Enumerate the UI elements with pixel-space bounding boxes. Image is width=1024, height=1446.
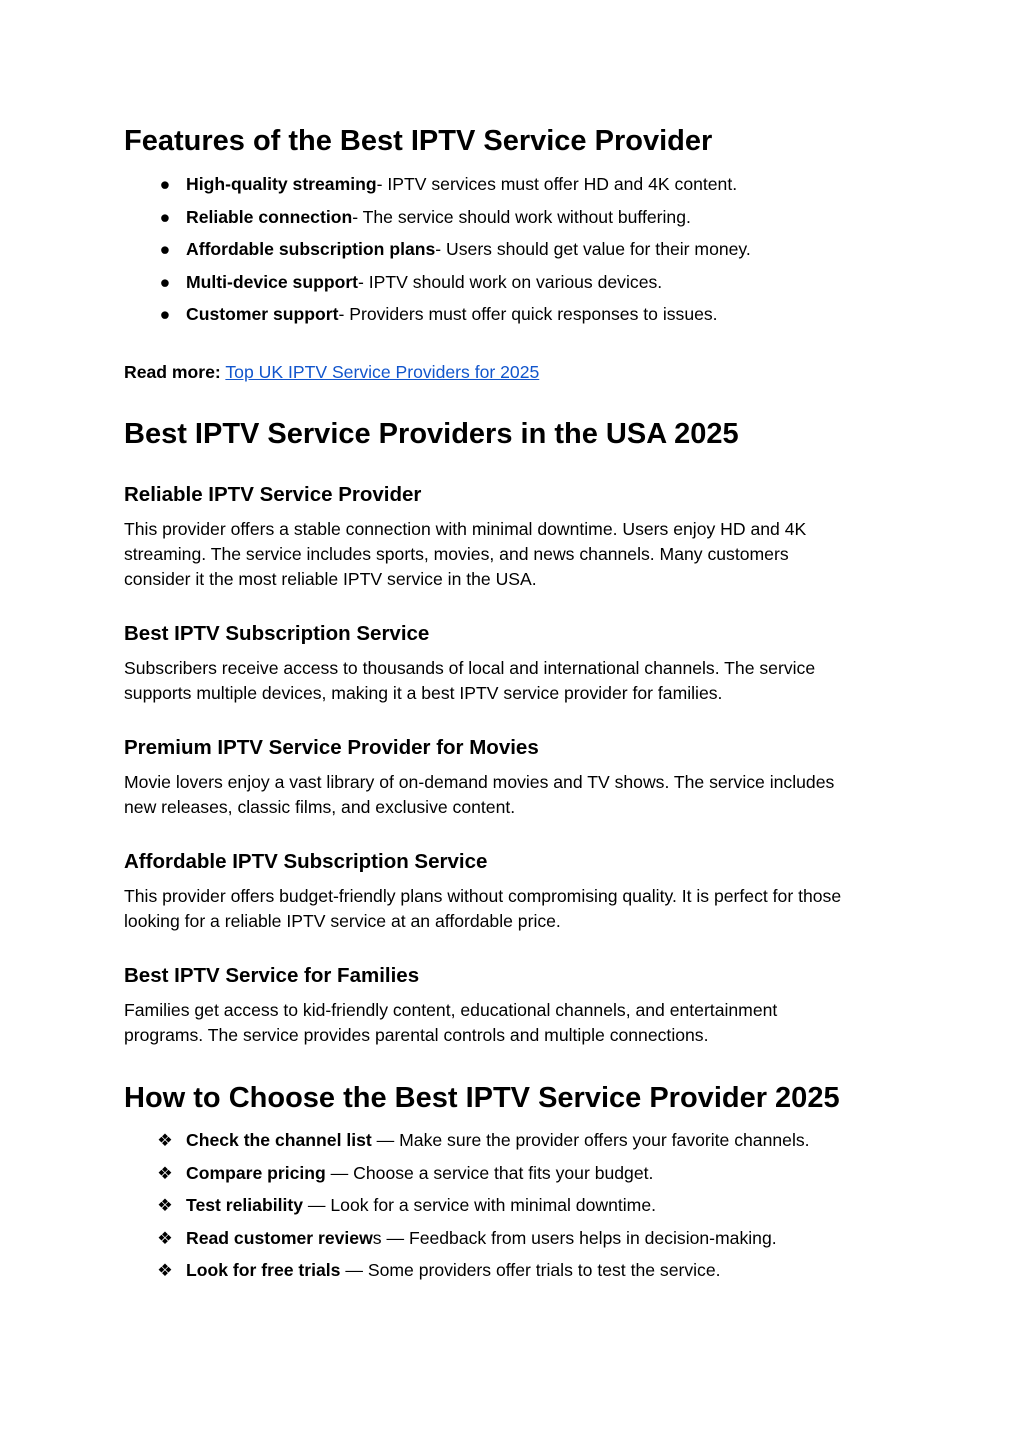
bullet-icon: ● bbox=[159, 239, 171, 260]
paragraph-line: looking for a reliable IPTV service at an affordable price. bbox=[124, 911, 561, 931]
subsection-paragraph bbox=[124, 998, 914, 1048]
paragraph-line: consider it the most reliable IPTV service in the USA. bbox=[124, 569, 537, 589]
item-bold-label: Look for free trials bbox=[186, 1260, 341, 1281]
subsection-heading: Premium IPTV Service Provider for Movies bbox=[124, 736, 539, 759]
item-text: - IPTV services must offer HD and 4K content. bbox=[376, 174, 738, 194]
list-item bbox=[124, 1162, 904, 1195]
features-heading: Features of the Best IPTV Service Provider bbox=[124, 125, 713, 157]
item-bold-label: Multi-device support bbox=[186, 271, 359, 292]
subsection-heading: Reliable IPTV Service Provider bbox=[124, 483, 422, 506]
item-bold-label: Test reliability bbox=[186, 1195, 304, 1216]
choose-list bbox=[124, 1129, 904, 1292]
list-item bbox=[124, 1194, 904, 1227]
item-text: — Some providers offer trials to test the service. bbox=[340, 1260, 721, 1281]
paragraph-line: This provider offers a stable connection with minimal downtime. Users enjoy HD and 4K bbox=[124, 519, 807, 539]
list-item bbox=[124, 238, 904, 271]
read-more-link[interactable]: Top UK IPTV Service Providers for 2025 bbox=[225, 362, 540, 382]
item-text: s — Feedback from users helps in decision-making. bbox=[372, 1227, 777, 1248]
subsection-heading: Best IPTV Service for Families bbox=[124, 964, 420, 987]
diamond-bullet-icon: ❖ bbox=[157, 1227, 173, 1248]
item-text: - Providers must offer quick responses to issues. bbox=[338, 304, 718, 325]
read-more-line bbox=[124, 361, 539, 383]
features-list bbox=[124, 173, 904, 336]
item-bold-label: Read customer review bbox=[186, 1227, 373, 1248]
item-text: — Make sure the provider offers your favorite channels. bbox=[371, 1130, 810, 1150]
usa-heading: Best IPTV Service Providers in the USA 2025 bbox=[124, 418, 739, 450]
bullet-icon: ● bbox=[159, 271, 171, 292]
item-text: — Look for a service with minimal downtime. bbox=[303, 1195, 656, 1216]
item-bold-label: Reliable connection bbox=[186, 206, 353, 227]
list-item bbox=[124, 1129, 904, 1162]
list-item bbox=[124, 173, 904, 206]
bullet-icon: ● bbox=[159, 174, 171, 194]
subsection-paragraph bbox=[124, 884, 914, 934]
list-item bbox=[124, 206, 904, 239]
subsection-paragraph bbox=[124, 517, 914, 592]
bullet-icon: ● bbox=[159, 206, 171, 227]
subsection-paragraph bbox=[124, 770, 914, 820]
paragraph-line: streaming. The service includes sports, movies, and news channels. Many customers bbox=[124, 544, 789, 564]
paragraph-line: Movie lovers enjoy a vast library of on-demand movies and TV shows. The service includes bbox=[124, 772, 835, 792]
bullet-icon: ● bbox=[159, 304, 171, 325]
diamond-bullet-icon: ❖ bbox=[157, 1162, 173, 1183]
item-bold-label: Compare pricing bbox=[186, 1162, 326, 1183]
paragraph-line: This provider offers budget-friendly plans without compromising quality. It is perfect for those bbox=[124, 886, 842, 906]
item-bold-label: High-quality streaming bbox=[186, 174, 377, 194]
subsection-paragraph bbox=[124, 656, 914, 706]
item-bold-label: Check the channel list bbox=[186, 1130, 372, 1150]
choose-heading: How to Choose the Best IPTV Service Provider 2025 bbox=[124, 1082, 840, 1114]
diamond-bullet-icon: ❖ bbox=[157, 1260, 173, 1281]
list-item bbox=[124, 1227, 904, 1260]
paragraph-line: new releases, classic films, and exclusive content. bbox=[124, 797, 516, 817]
item-bold-label: Affordable subscription plans bbox=[186, 239, 436, 260]
item-text: - Users should get value for their money. bbox=[435, 239, 751, 260]
item-text: — Choose a service that fits your budget. bbox=[325, 1162, 654, 1183]
item-text: - IPTV should work on various devices. bbox=[358, 271, 663, 292]
read-more-label: Read more: bbox=[124, 362, 221, 382]
paragraph-line: supports multiple devices, making it a best IPTV service provider for families. bbox=[124, 683, 723, 703]
item-text: - The service should work without buffering. bbox=[352, 206, 691, 227]
subsection-heading: Best IPTV Subscription Service bbox=[124, 622, 430, 645]
paragraph-line: Subscribers receive access to thousands of local and international channels. The service bbox=[124, 658, 816, 678]
list-item bbox=[124, 271, 904, 304]
list-item bbox=[124, 303, 904, 336]
subsection-heading: Affordable IPTV Subscription Service bbox=[124, 850, 488, 873]
list-item bbox=[124, 1259, 904, 1292]
paragraph-line: Families get access to kid-friendly content, educational channels, and entertainment bbox=[124, 1000, 778, 1020]
diamond-bullet-icon: ❖ bbox=[157, 1130, 173, 1150]
paragraph-line: programs. The service provides parental controls and multiple connections. bbox=[124, 1025, 709, 1045]
item-bold-label: Customer support bbox=[186, 304, 339, 325]
diamond-bullet-icon: ❖ bbox=[157, 1195, 173, 1216]
